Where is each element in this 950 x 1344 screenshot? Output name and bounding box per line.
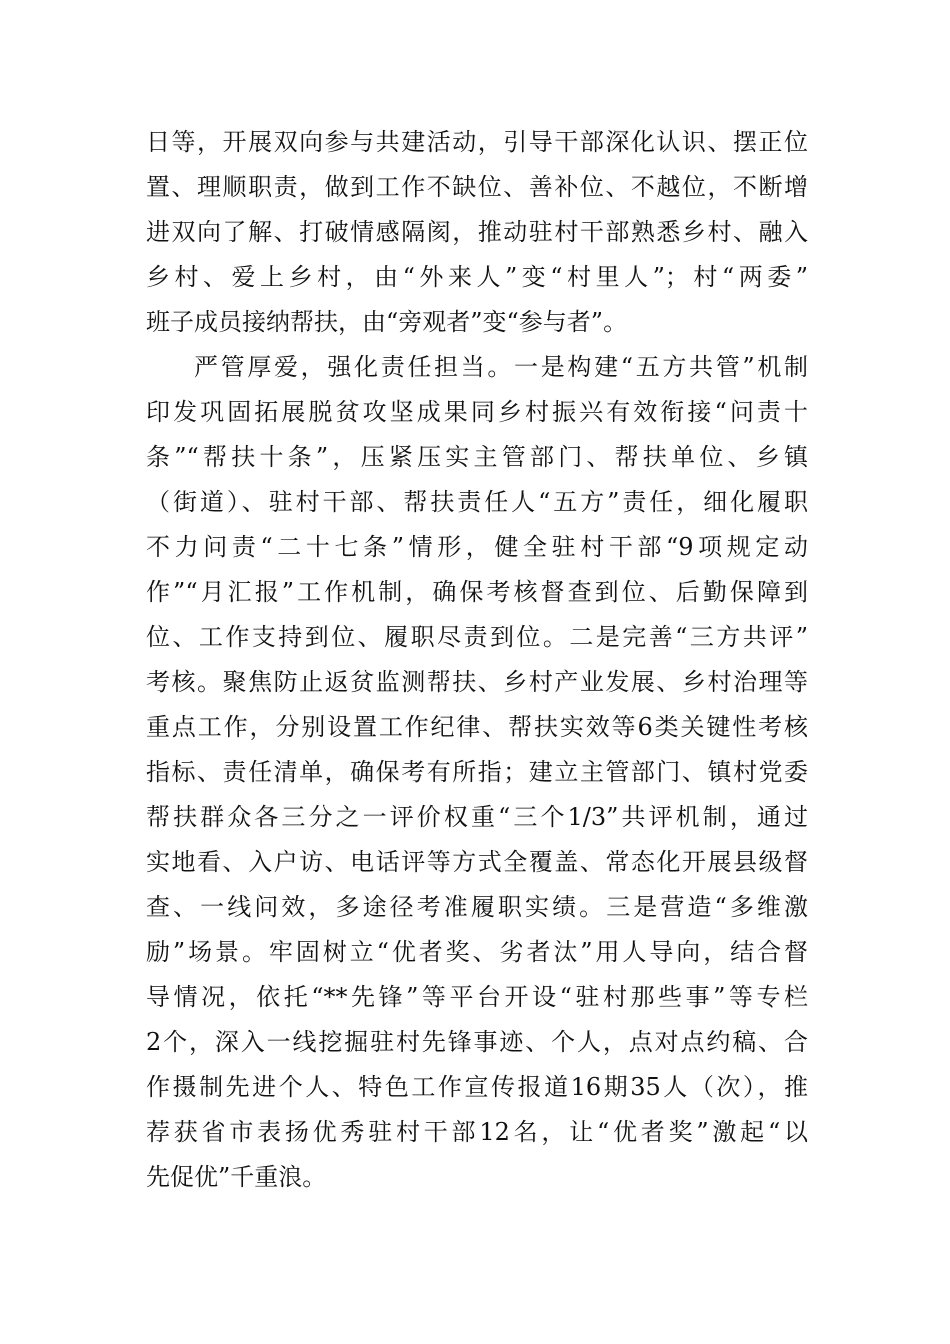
text-line: 帮扶群众各三分之一评价权重“三个1/3”共评机制，通过 [146,803,808,831]
text-line: 置、理顺职责，做到工作不缺位、善补位、不越位，不断增 [146,173,808,201]
text-line: 2个，深入一线挖掘驻村先锋事迹、个人，点对点约稿、合 [146,1028,808,1056]
text-line: 考核。聚焦防止返贫监测帮扶、乡村产业发展、乡村治理等 [146,668,808,696]
text-line: 班子成员接纳帮扶，由“旁观者”变“参与者”。 [146,308,628,336]
text-line: 重点工作，分别设置工作纪律、帮扶实效等6类关键性考核 [146,713,808,741]
text-line: 作”“月汇报”工作机制，确保考核督查到位、后勤保障到 [146,578,808,606]
text-line: 条”“帮扶十条”，压紧压实主管部门、帮扶单位、乡镇 [146,443,808,471]
text-line: 严管厚爱，强化责任担当。一是构建“五方共管”机制 [194,353,808,381]
document-body [146,120,808,1200]
paragraph [146,120,808,345]
paragraph [146,345,808,1200]
text-line: 作摄制先进个人、特色工作宣传报道16期35人（次），推 [146,1073,808,1101]
text-line: 实地看、入户访、电话评等方式全覆盖、常态化开展县级督 [146,848,808,876]
text-line: 位、工作支持到位、履职尽责到位。二是完善“三方共评” [146,623,808,651]
text-line: 荐获省市表扬优秀驻村干部12名，让“优者奖”激起“以 [146,1118,808,1146]
text-line: 乡村、爱上乡村，由“外来人”变“村里人”；村“两委” [146,263,808,291]
text-line: 查、一线问效，多途径考准履职实绩。三是营造“多维激 [146,893,808,921]
text-line: 日等，开展双向参与共建活动，引导干部深化认识、摆正位 [146,128,808,156]
text-line: 印发巩固拓展脱贫攻坚成果同乡村振兴有效衔接“问责十 [146,398,808,426]
text-line: 进双向了解、打破情感隔阂，推动驻村干部熟悉乡村、融入 [146,218,808,246]
text-line: （街道）、驻村干部、帮扶责任人“五方”责任，细化履职 [146,488,808,516]
text-line: 先促优”千重浪。 [146,1163,327,1191]
text-line: 导情况，依托“**先锋”等平台开设“驻村那些事”等专栏 [146,983,808,1011]
text-line: 励”场景。牢固树立“优者奖、劣者汰”用人导向，结合督 [146,938,808,966]
text-line: 不力问责“二十七条”情形，健全驻村干部“9项规定动 [146,533,808,561]
text-line: 指标、责任清单，确保考有所指；建立主管部门、镇村党委 [146,758,808,786]
